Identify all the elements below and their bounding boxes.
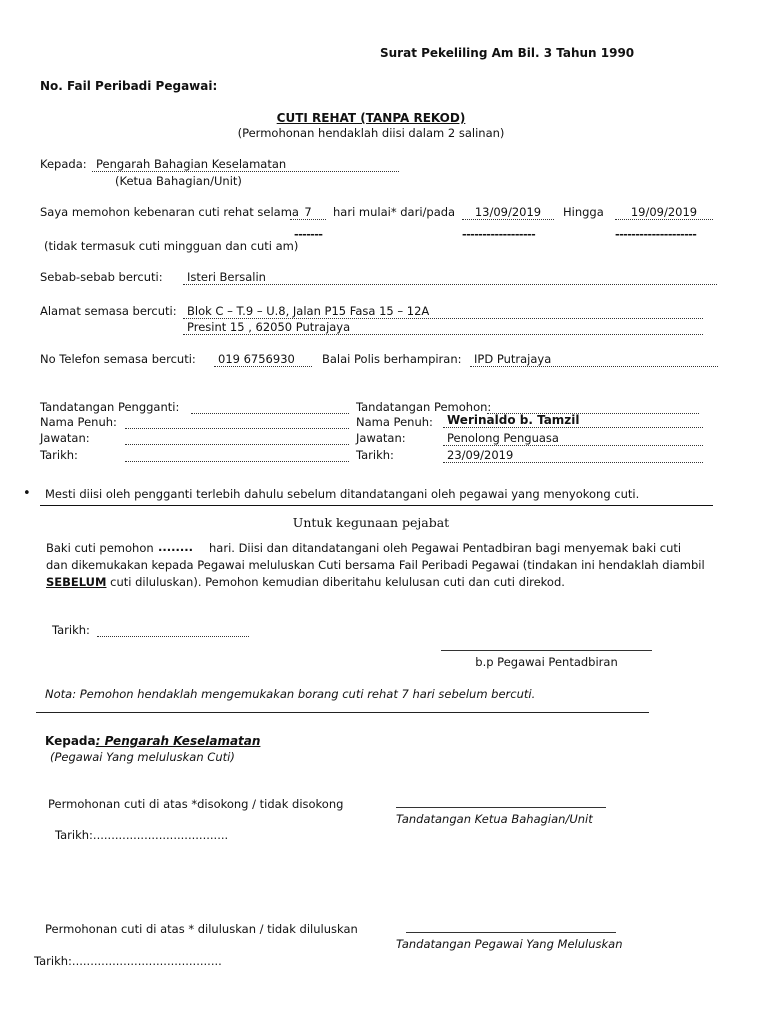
approve-text: Permohonan cuti di atas * diluluskan / tidak diluluskan bbox=[45, 922, 358, 936]
approval-to-label: Kepada bbox=[45, 734, 96, 748]
to-field[interactable]: Pengarah Bahagian Keselamatan bbox=[92, 157, 399, 172]
reason-label: Sebab-sebab bercuti: bbox=[40, 270, 163, 284]
office-note: Nota: Pemohon hendaklah mengemukakan borang cuti rehat 7 hari sebelum bercuti. bbox=[45, 687, 536, 701]
substitute-signature-field[interactable] bbox=[191, 400, 349, 414]
address-label: Alamat semasa bercuti: bbox=[40, 304, 177, 318]
office-text-line-3 bbox=[46, 575, 565, 589]
approve-date[interactable]: Tarikh:......................................... bbox=[34, 954, 222, 968]
office-text-line-3-rest: cuti diluluskan). Pemohon kemudian diberitahu kelulusan cuti dan cuti direkod. bbox=[106, 575, 565, 589]
support-text: Permohonan cuti di atas *disokong / tidak disokong bbox=[48, 797, 344, 811]
request-text-2: hari mulai* dari/pada bbox=[333, 205, 456, 219]
applicant-signature-field[interactable] bbox=[487, 400, 699, 414]
phone-label: No Telefon semasa bercuti: bbox=[40, 352, 196, 366]
applicant-name-label: Nama Penuh: bbox=[356, 415, 433, 429]
request-text: Saya memohon kebenaran cuti rehat selama bbox=[40, 205, 299, 219]
police-field[interactable]: IPD Putrajaya bbox=[470, 352, 718, 367]
until-label: Hingga bbox=[563, 205, 604, 219]
balance-text-b: hari. Diisi dan ditandatangani oleh Pegawai Pentadbiran bagi menyemak baki cuti bbox=[209, 541, 682, 555]
support-date[interactable]: Tarikh:..................................... bbox=[55, 828, 229, 842]
admin-signature-line[interactable] bbox=[441, 640, 652, 651]
support-signature-line[interactable] bbox=[396, 797, 606, 808]
approve-signature-label: Tandatangan Pegawai Yang Meluluskan bbox=[396, 937, 623, 951]
divider-line bbox=[40, 505, 713, 506]
form-subtitle: (Permohonan hendaklah diisi dalam 2 salinan) bbox=[237, 126, 505, 140]
substitute-date-field[interactable] bbox=[125, 448, 349, 462]
applicant-date-field[interactable]: 23/09/2019 bbox=[443, 448, 703, 463]
address-line-1[interactable]: Blok C – T.9 – U.8, Jalan P15 Fasa 15 – 12A bbox=[183, 304, 703, 319]
applicant-date-label: Tarikh: bbox=[356, 448, 394, 462]
approve-signature-line[interactable] bbox=[406, 922, 616, 933]
substitute-post-label: Jawatan: bbox=[40, 431, 90, 445]
substitute-name-field[interactable] bbox=[125, 415, 349, 429]
admin-signature-label: b.p Pegawai Pentadbiran bbox=[475, 655, 618, 669]
days-field[interactable]: 7 bbox=[290, 205, 326, 220]
substitute-post-field[interactable] bbox=[125, 431, 349, 445]
sebelum-emphasis: SEBELUM bbox=[46, 575, 107, 589]
phone-field[interactable]: 019 6756930 bbox=[214, 352, 312, 367]
office-heading: Untuk kegunaan pejabat bbox=[292, 515, 450, 530]
to-note: (Ketua Bahagian/Unit) bbox=[115, 174, 242, 188]
balance-field[interactable]: ........ bbox=[158, 540, 193, 554]
police-label: Balai Polis berhampiran: bbox=[322, 352, 462, 366]
address-line-2[interactable]: Presint 15 , 62050 Putrajaya bbox=[183, 320, 703, 335]
form-title: CUTI REHAT (TANPA REKOD) bbox=[276, 111, 466, 125]
substitute-signature-label: Tandatangan Pengganti: bbox=[40, 400, 180, 414]
office-date-field[interactable] bbox=[97, 623, 249, 637]
start-date-field[interactable]: 13/09/2019 bbox=[462, 205, 554, 220]
approval-to-value: : Pengarah Keselamatan bbox=[95, 734, 261, 748]
applicant-post-field[interactable]: Penolong Penguasa bbox=[443, 431, 703, 446]
applicant-signature-label: Tandatangan Pemohon: bbox=[356, 400, 492, 414]
dash-line-short: ------- bbox=[294, 228, 323, 241]
to-label: Kepada: bbox=[40, 157, 87, 171]
divider-line-2 bbox=[36, 712, 649, 713]
bullet-note: Mesti diisi oleh pengganti terlebih dahulu sebelum ditandatangani oleh pegawai yang menyokong cuti. bbox=[45, 487, 640, 501]
circular-reference: Surat Pekeliling Am Bil. 3 Tahun 1990 bbox=[380, 46, 635, 60]
file-number-label: No. Fail Peribadi Pegawai: bbox=[40, 79, 218, 93]
approval-to bbox=[45, 734, 260, 748]
reason-field[interactable]: Isteri Bersalin bbox=[183, 270, 717, 285]
substitute-date-label: Tarikh: bbox=[40, 448, 78, 462]
bullet-icon: • bbox=[23, 486, 31, 501]
office-date-label: Tarikh: bbox=[52, 623, 90, 637]
support-signature-label: Tandatangan Ketua Bahagian/Unit bbox=[396, 812, 593, 826]
request-note: (tidak termasuk cuti mingguan dan cuti am) bbox=[44, 239, 299, 253]
office-text-line-2: dan dikemukakan kepada Pegawai meluluskan Cuti bersama Fail Peribadi Pegawai (tindakan ini hendaklah diambil bbox=[46, 558, 705, 572]
dash-line-long: -------------------- bbox=[615, 228, 697, 241]
approval-to-note: (Pegawai Yang meluluskan Cuti) bbox=[50, 750, 235, 764]
dash-line-mid: ------------------ bbox=[462, 228, 536, 241]
applicant-name-field[interactable]: Werinaldo b. Tamzil bbox=[443, 413, 703, 428]
end-date-field[interactable]: 19/09/2019 bbox=[615, 205, 713, 220]
applicant-post-label: Jawatan: bbox=[356, 431, 406, 445]
substitute-name-label: Nama Penuh: bbox=[40, 415, 117, 429]
balance-text-a: Baki cuti pemohon bbox=[46, 541, 154, 555]
